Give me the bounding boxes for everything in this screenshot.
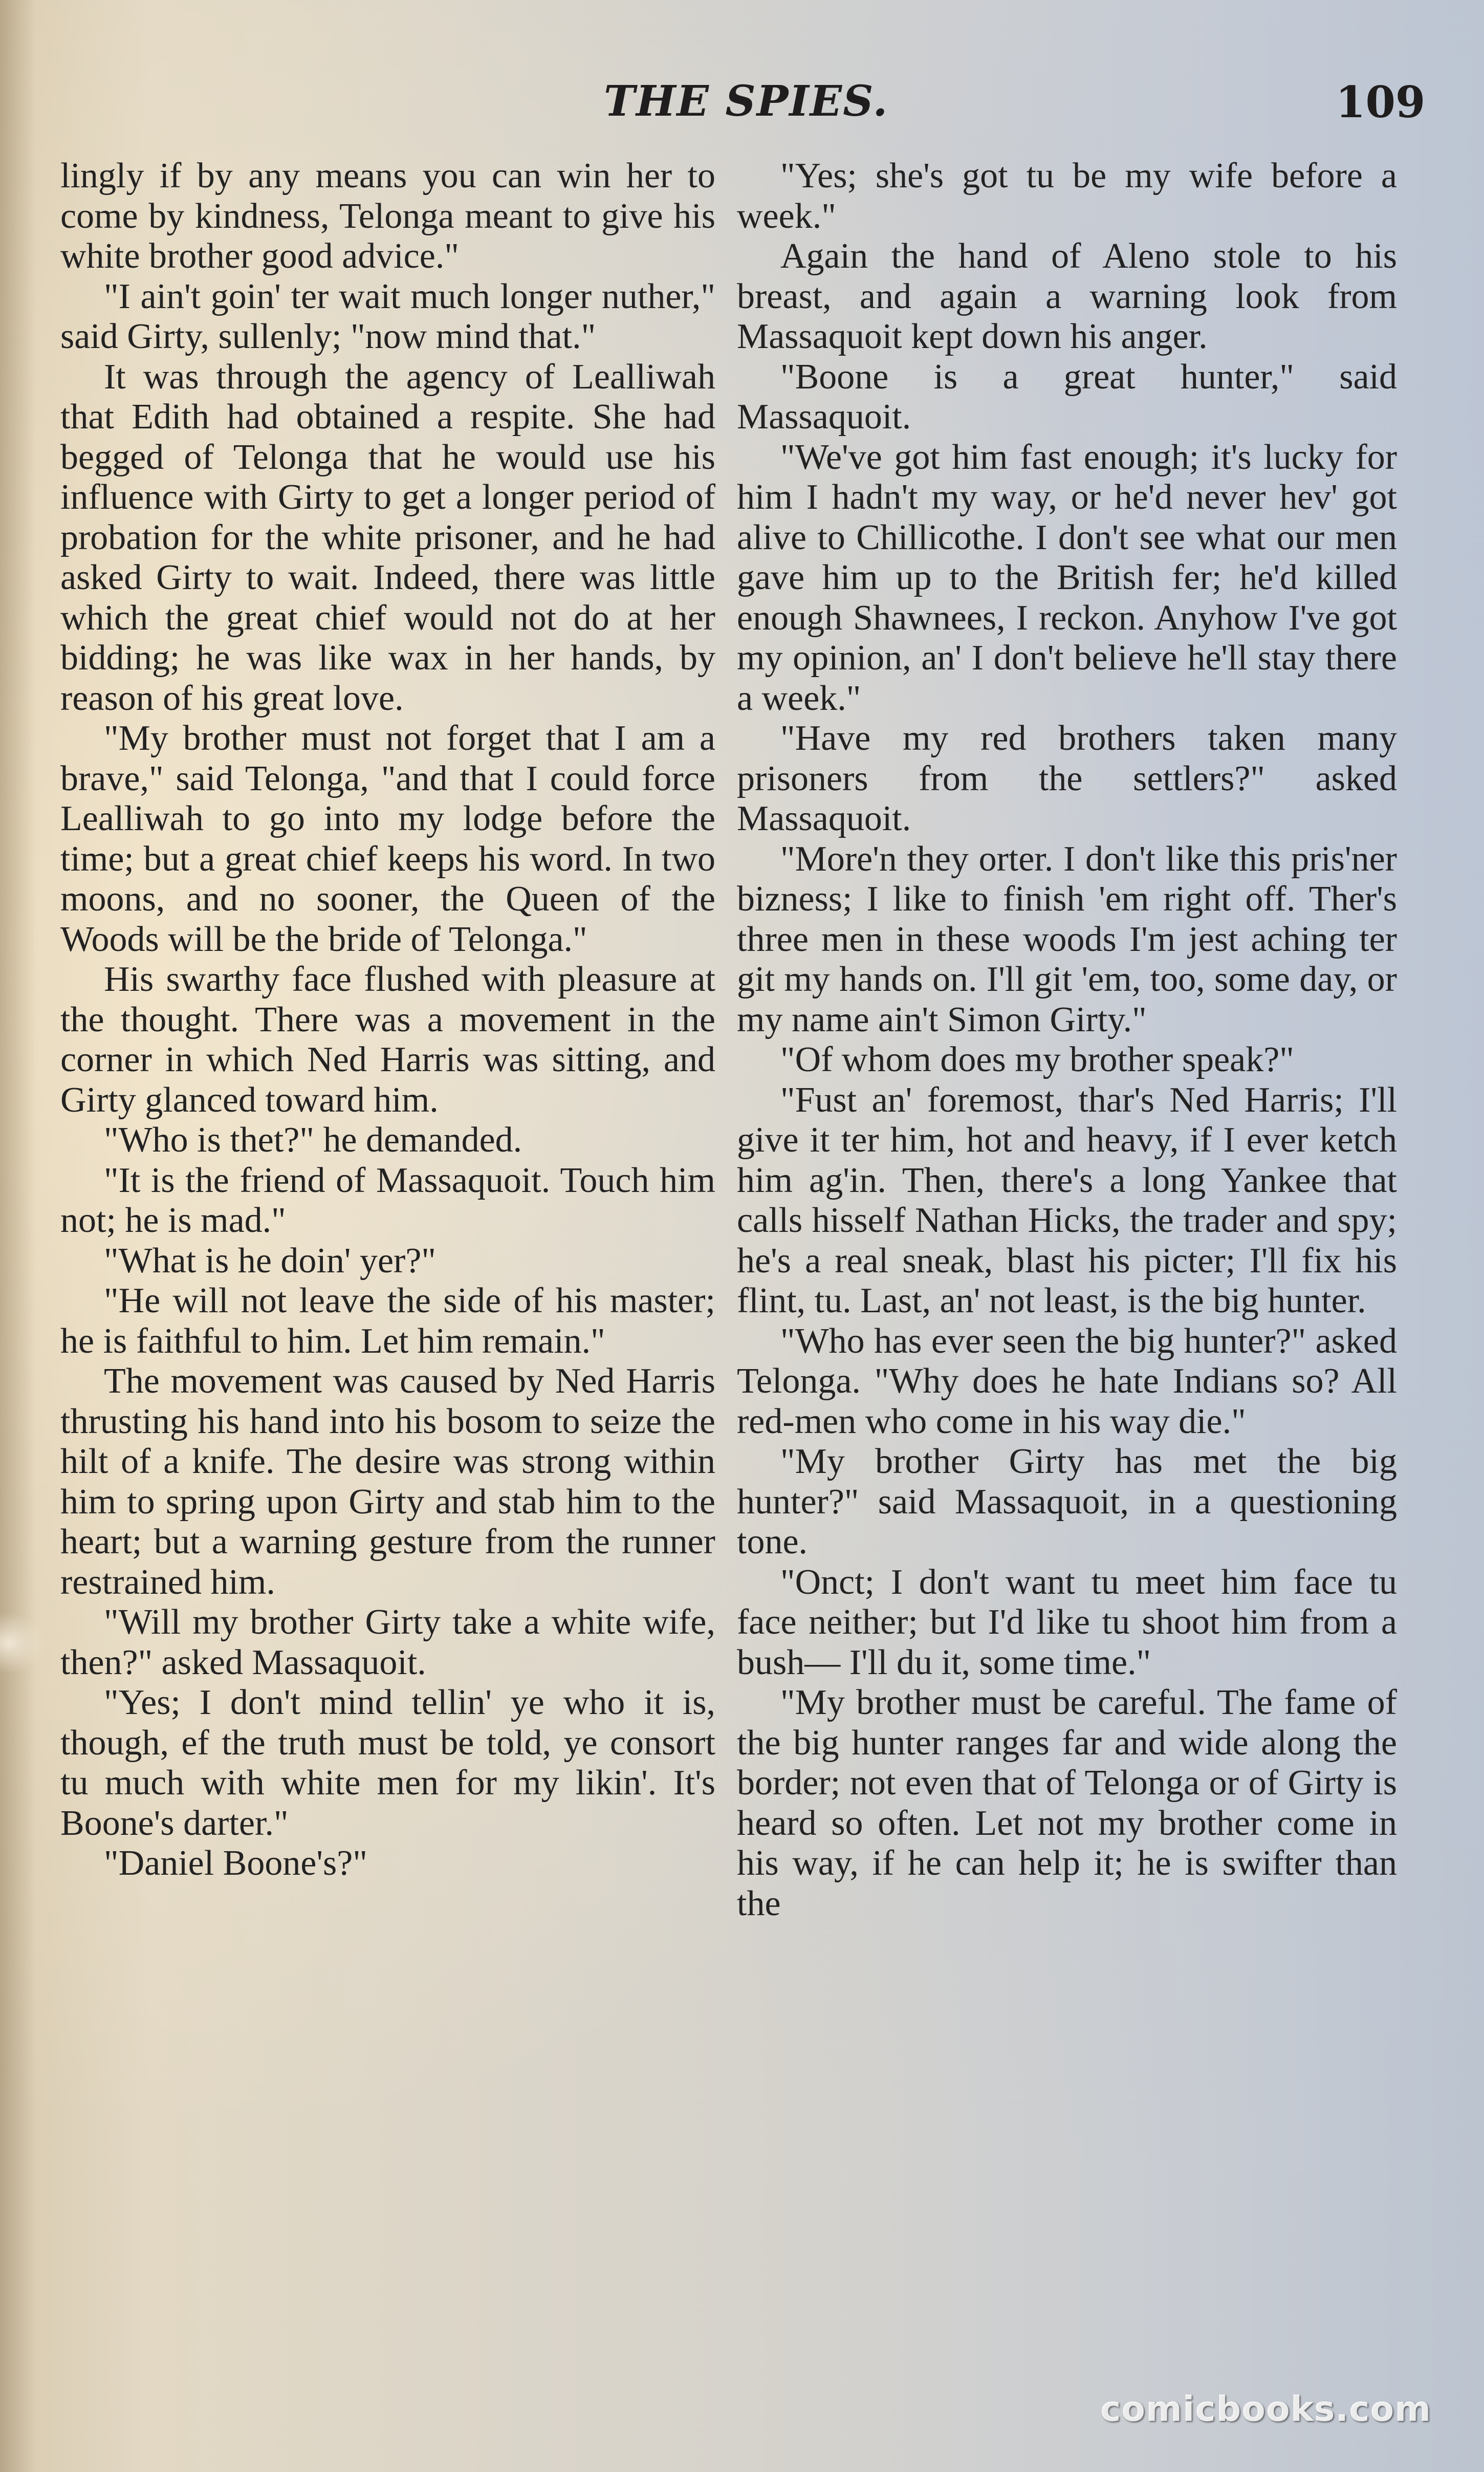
paragraph: It was through the agency of Lealliwah that Edith had obtained a respite. She had begged of Telonga that he would use his influence with Girty to get a longer period of probation for the white prisoner, and he had asked Girty to wait. Indeed, there was little which the great chief would not do at her bidding; he was like wax in her hands, by reason of his great love. bbox=[60, 357, 715, 718]
paragraph: "Yes; I don't mind tellin' ye who it is, though, ef the truth must be told, ye consort tu much with white men for my likin'. It's Boone's darter." bbox=[60, 1683, 715, 1843]
page-number: 109 bbox=[1336, 77, 1426, 127]
paragraph: "Of whom does my brother speak?" bbox=[780, 1040, 1294, 1079]
paragraph: "Daniel Boone's?" bbox=[104, 1844, 367, 1883]
running-head: THE SPIES. bbox=[604, 77, 889, 126]
paragraph: "My brother must be careful. The fame of the big hunter ranges far and wide along the border; not even that of Telonga or of Girty is heard so often. Let not my brother come in his way, if he can help it; he is swifter than the bbox=[737, 1683, 1397, 1923]
paragraph: "Boone is a great hunter," said Massaquoit. bbox=[737, 357, 1397, 437]
paragraph: "My brother must not forget that I am a brave," said Telonga, "and that I could force Lealliwah to go into my lodge before the time; but a great chief keeps his word. In two moons, and no sooner, the Queen of the Woods will be the bride of Telonga." bbox=[60, 719, 715, 959]
page-tear bbox=[0, 1612, 46, 1674]
paragraph: The movement was caused by Ned Harris thrusting his hand into his bosom to seize the hilt of a knife. The desire was strong within him to spring upon Girty and stab him to the heart; but a warning gesture from the runner restrained him. bbox=[60, 1361, 715, 1602]
paragraph: "My brother Girty has met the big hunter?" said Massaquoit, in a questioning tone. bbox=[737, 1442, 1397, 1562]
paragraph: "Who is thet?" he demanded. bbox=[104, 1120, 522, 1160]
paragraph: Again the hand of Aleno stole to his breast, and again a warning look from Massaquoit kept down his anger. bbox=[737, 236, 1397, 356]
paragraph: lingly if by any means you can win her to come by kindness, Telonga meant to give his white brother good advice." bbox=[60, 156, 715, 276]
paragraph: "He will not leave the side of his master; he is faithful to him. Let him remain." bbox=[60, 1281, 715, 1361]
paragraph: "Onct; I don't want tu meet him face tu face neither; but I'd like tu shoot him from a bush— I'll du it, some time." bbox=[737, 1562, 1397, 1682]
paragraph: "What is he doin' yer?" bbox=[104, 1241, 437, 1281]
paragraph: "Yes; she's got tu be my wife before a week." bbox=[737, 156, 1397, 236]
paragraph: "I ain't goin' ter wait much longer nuther," said Girty, sullenly; "now mind that." bbox=[60, 276, 715, 356]
paragraph: "It is the friend of Massaquoit. Touch him not; he is mad." bbox=[60, 1160, 715, 1240]
paragraph: "Will my brother Girty take a white wife, then?" asked Massaquoit. bbox=[60, 1602, 715, 1682]
left-column bbox=[60, 156, 715, 1884]
site-watermark: comicbooks.com bbox=[1100, 2389, 1432, 2430]
page-edge-shadow bbox=[0, 0, 36, 2472]
paragraph: "We've got him fast enough; it's lucky for him I hadn't my way, or he'd never hev' got alive to Chillicothe. I don't see what our men gave him up to the British fer; he'd killed enough Shawnees, I reckon. Anyhow I've got my opinion, an' I don't believe he'll stay there a week." bbox=[737, 437, 1397, 718]
paragraph: "Fust an' foremost, thar's Ned Harris; I'll give it ter him, hot and heavy, if I ever ketch him ag'in. Then, there's a long Yankee that calls hisself Nathan Hicks, the trader and spy; he's a real sneak, blast his picter; I'll fix his flint, tu. Last, an' not least, is the big hunter. bbox=[737, 1080, 1397, 1320]
right-column bbox=[737, 156, 1397, 1924]
paragraph: "Who has ever seen the big hunter?" asked Telonga. "Why does he hate Indians so? All red-men who come in his way die." bbox=[737, 1321, 1397, 1441]
paragraph: His swarthy face flushed with pleasure at the thought. There was a movement in the corner in which Ned Harris was sitting, and Girty glanced toward him. bbox=[60, 960, 715, 1120]
paragraph: "Have my red brothers taken many prisoners from the settlers?" asked Massaquoit. bbox=[737, 719, 1397, 838]
paragraph: "More'n they orter. I don't like this pris'ner bizness; I like to finish 'em right off. Ther's three men in these woods I'm jest aching ter git my hands on. I'll git 'em, too, some day, or my name ain't Simon Girty." bbox=[737, 839, 1397, 1039]
